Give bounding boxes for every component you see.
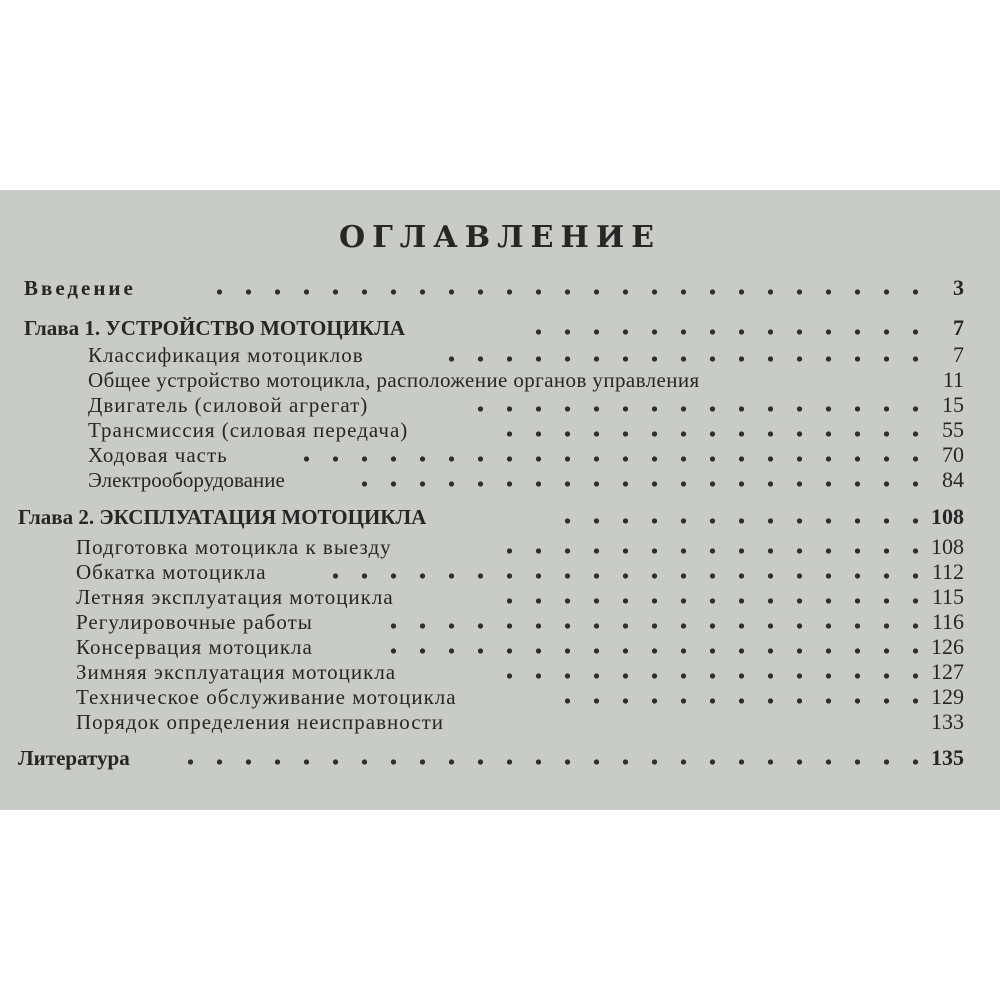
toc-entry-page: 7	[953, 342, 964, 367]
toc-entry-page: 15	[942, 392, 964, 417]
toc-entry-page: 70	[942, 442, 964, 467]
dot-leader	[440, 356, 930, 362]
dot-leader	[505, 431, 930, 437]
toc-entry-page: 127	[931, 659, 964, 684]
dot-leader	[500, 548, 930, 554]
toc-entry-page: 3	[953, 275, 964, 300]
toc-entry-page: 7	[953, 315, 964, 340]
toc-entry-page: 11	[942, 367, 964, 392]
dot-leader	[555, 698, 930, 704]
toc-entry-chapter-2	[0, 502, 1000, 532]
dot-leader	[380, 623, 930, 629]
dot-leader	[340, 481, 930, 487]
toc-entry-page: 115	[931, 584, 964, 609]
toc-entry-introduction	[0, 273, 1000, 303]
toc-entry-page: 135	[931, 745, 964, 770]
toc-entry-label: Зимняя эксплуатация мотоцикла	[76, 660, 397, 684]
toc-entry-label: Литература	[18, 746, 130, 770]
toc-entry-page: 112	[931, 559, 964, 584]
scanned-page	[0, 190, 1000, 810]
toc-entry-label: Классификация мотоциклов	[88, 343, 364, 367]
dot-leader	[500, 673, 930, 679]
toc-entry-page: 84	[942, 467, 964, 492]
toc-entry-page: 133	[931, 709, 964, 734]
toc-entry-label: Порядок определения неисправности	[76, 710, 445, 734]
toc-entry-page: 108	[931, 504, 964, 529]
toc-entry-label: Консервация мотоцикла	[76, 635, 313, 659]
dot-leader	[200, 289, 930, 295]
page-title: ОГЛАВЛЕНИЕ	[338, 220, 662, 255]
toc-entry-label: Электрооборудование	[88, 468, 285, 492]
toc-entry-label: Техническое обслуживание мотоцикла	[76, 685, 457, 709]
toc-entry-label: Трансмиссия (силовая передача)	[88, 418, 409, 442]
toc-entry-label: Регулировочные работы	[76, 610, 313, 634]
toc-entry-label: Летняя эксплуатация мотоцикла	[76, 585, 394, 609]
dot-leader	[500, 598, 930, 604]
dot-leader	[325, 573, 930, 579]
toc-entry-page: 108	[931, 534, 964, 559]
toc-entry-label: Двигатель (силовой агрегат)	[88, 393, 369, 417]
dot-leader	[460, 406, 930, 412]
toc-entry-section	[0, 465, 1000, 495]
dot-leader	[168, 759, 930, 765]
toc-entry-label: Обкатка мотоцикла	[76, 560, 267, 584]
toc-entry-page: 126	[931, 634, 964, 659]
toc-entry-label: Глава 1. УСТРОЙСТВО МОТОЦИКЛА	[24, 316, 406, 340]
dot-leader	[560, 518, 930, 524]
toc-entry-label: Общее устройство мотоцикла, расположение органов управления	[88, 368, 700, 392]
toc-entry-label: Введение	[24, 276, 136, 300]
toc-entry-label: Подготовка мотоцикла к выезду	[76, 535, 392, 559]
dot-leader	[530, 329, 930, 335]
toc-entry-literature	[0, 743, 1000, 773]
toc-entry-label: Ходовая часть	[88, 443, 228, 467]
toc-entry-chapter-1	[0, 313, 1000, 343]
toc-entry-section	[0, 707, 1000, 737]
toc-entry-page: 55	[942, 417, 964, 442]
toc-entry-page: 129	[931, 684, 964, 709]
toc-entry-label: Глава 2. ЭКСПЛУАТАЦИЯ МОТОЦИКЛА	[18, 505, 427, 529]
dot-leader	[290, 456, 930, 462]
toc-entry-page: 116	[931, 609, 964, 634]
dot-leader	[380, 648, 930, 654]
